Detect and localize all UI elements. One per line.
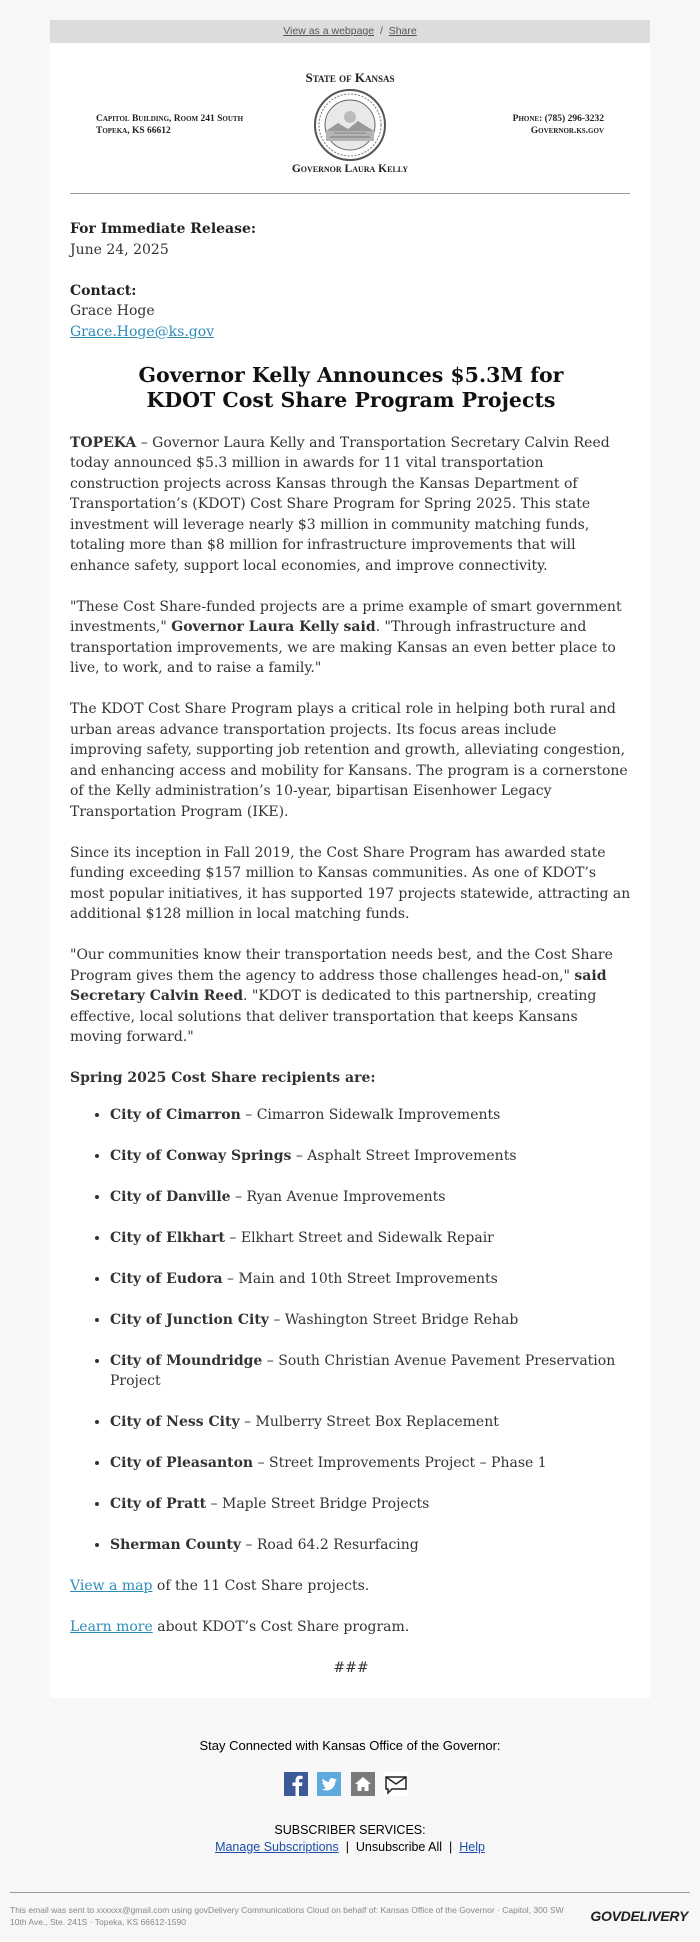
paragraph-1-text: – Governor Laura Kelly and Transportation Secretary Calvin Reed today announced $5.3 million in awards for 11 vital transportation construction projects across Kansas through the Kansas Department of Transportation’s (KDOT) Cost Share Program for Spring 2025. This state investment will leverage nearly $3 million in community matching funds, totaling more than $8 million for infrastructure improvements that will enhance safety, support local economies, and improve connectivity. [70, 434, 610, 574]
recipient-city: City of Elkhart [110, 1229, 225, 1246]
share-link[interactable]: Share [388, 25, 417, 37]
topbar-separator: / [379, 25, 383, 37]
list-item [110, 1228, 632, 1249]
list-item [110, 1453, 632, 1474]
help-link[interactable]: Help [459, 1840, 485, 1854]
list-item [110, 1187, 632, 1208]
twitter-icon[interactable] [317, 1772, 341, 1796]
contact-block [70, 281, 632, 343]
release-block [70, 219, 632, 260]
map-paragraph-text: of the 11 Cost Share projects. [152, 1578, 370, 1594]
governor-name: Governor Laura Kelly [291, 163, 409, 175]
learn-paragraph [70, 1617, 632, 1638]
top-bar [50, 20, 650, 43]
list-item [110, 1351, 632, 1392]
recipient-project: – Elkhart Street and Sidewalk Repair [224, 1229, 494, 1246]
email-icon[interactable] [384, 1772, 408, 1796]
kansas-state-seal-icon [314, 89, 386, 161]
governor-website: Governor.ks.gov [530, 126, 604, 136]
dateline: TOPEKA [70, 434, 137, 451]
recipient-project: – Road 64.2 Resurfacing [240, 1537, 419, 1553]
recipient-city: City of Junction City [110, 1311, 269, 1328]
paragraph-5-attribution: said Secretary Calvin Reed [70, 967, 607, 1004]
recipient-city: City of Pleasanton [110, 1455, 254, 1471]
recipient-project: – Washington Street Bridge Rehab [268, 1311, 519, 1328]
recipient-city: City of Pratt [110, 1496, 207, 1512]
headline-line-2: KDOT Cost Share Program Projects [146, 387, 556, 412]
headline-line-1: Governor Kelly Announces $5.3M for [138, 362, 564, 387]
recipient-project: – Asphalt Street Improvements [291, 1147, 517, 1164]
paragraph-1 [70, 433, 632, 577]
recipient-project: – Ryan Avenue Improvements [230, 1188, 446, 1205]
phone-block [513, 113, 604, 137]
email-card [50, 43, 650, 1698]
recipient-city: City of Cimarron [110, 1106, 241, 1123]
contact-email-link[interactable]: Grace.Hoge@ks.gov [70, 323, 215, 340]
recipient-city: City of Moundridge [110, 1352, 263, 1369]
headline [70, 363, 632, 413]
subscriber-services-label: SUBSCRIBER SERVICES: [274, 1823, 426, 1837]
list-item [110, 1146, 632, 1167]
list-item [110, 1412, 632, 1433]
state-title: State of Kansas [305, 70, 395, 85]
release-label: For Immediate Release: [70, 221, 257, 237]
paragraph-5-text-c: . "KDOT is dedicated to this partnership, creating effective, local solutions that deliver transportation that keeps Kansans moving forward." [70, 988, 597, 1045]
view-map-link[interactable]: View a map [70, 1578, 153, 1594]
paragraph-3: The KDOT Cost Share Program plays a critical role in helping both rural and urban areas advance transportation projects. Its focus areas include improving safety, supporting job retention and growth, alleviating congestion, and enhancing access and mobility for Kansans. The program is a cornerstone of the Kelly administration’s 10-year, bipartisan Eisenhower Legacy Transportation Program (IKE). [70, 701, 628, 820]
end-mark: ### [333, 1660, 369, 1676]
recipients-list [70, 1105, 632, 1556]
link-separator: | [345, 1840, 349, 1854]
map-paragraph [70, 1576, 632, 1597]
press-release-body [70, 219, 632, 1679]
paragraph-4: Since its inception in Fall 2019, the Cost Share Program has awarded state funding exceeding $157 million to Kansas communities. As one of KDOT’s most popular initiatives, it has supported 197 projects statewide, attracting an additional $128 million in local matching funds. [70, 844, 631, 922]
paragraph-2-attribution: Governor Laura Kelly said [171, 619, 376, 635]
govdelivery-logo: GOVDELIVERY [590, 1908, 688, 1924]
phone-number: Phone: (785) 296-3232 [512, 114, 604, 124]
manage-subscriptions-link[interactable]: Manage Subscriptions [215, 1840, 339, 1854]
recipient-city: City of Eudora [110, 1270, 223, 1287]
list-item [110, 1105, 632, 1126]
stay-connected-text: Stay Connected with Kansas Office of the Governor: [199, 1738, 501, 1753]
list-item [110, 1310, 632, 1331]
list-item [110, 1494, 632, 1515]
paragraph-2-text-c: . "Through infrastructure and transportation improvements, we are making Kansas an even better place to live, to work, and to raise a family." [70, 619, 616, 676]
learn-paragraph-text: about KDOT’s Cost Share program. [152, 1619, 410, 1635]
link-separator: | [449, 1840, 453, 1854]
address-block [96, 113, 243, 137]
fine-print: This email was sent to xxxxxx@gmail.com using govDelivery Communications Cloud on behalf of: Kansas Office of the Governor · Capitol, 300 SW 10th Ave., Ste. 241S · Topeka, KS 66612-1590 [10, 1905, 564, 1927]
recipient-city: City of Ness City [110, 1414, 240, 1430]
footer-divider [10, 1892, 690, 1893]
paragraph-5 [70, 945, 632, 1048]
recipient-city: City of Conway Springs [110, 1147, 292, 1164]
paragraph-2 [70, 597, 632, 679]
facebook-icon[interactable] [284, 1772, 308, 1796]
social-icons [284, 1772, 413, 1798]
view-as-webpage-link[interactable]: View as a webpage [283, 25, 375, 37]
recipients-heading: Spring 2025 Cost Share recipients are: [70, 1070, 376, 1086]
paragraph-2-text-a: "These Cost Share-funded projects are a prime example of smart government investments," [70, 598, 622, 635]
address-line-2: Topeka, KS 66612 [96, 126, 171, 136]
unsubscribe-all-text[interactable]: Unsubscribe All [355, 1840, 443, 1854]
subscription-links [0, 1839, 700, 1856]
paragraph-5-text-a: "Our communities know their transportation needs best, and the Cost Share Program gives them the agency to address those challenges head-on," [70, 947, 613, 984]
contact-name: Grace Hoge [70, 303, 155, 319]
header-divider [70, 193, 630, 194]
list-item [110, 1269, 632, 1290]
address-line-1: Capitol Building, Room 241 South [96, 114, 244, 124]
recipient-city: City of Danville [110, 1188, 231, 1205]
contact-label: Contact: [70, 282, 137, 299]
release-date: June 24, 2025 [70, 241, 169, 258]
subscriber-services [0, 1822, 700, 1856]
recipient-project: – Mulberry Street Box Replacement [239, 1414, 499, 1430]
learn-more-link[interactable]: Learn more [70, 1619, 153, 1635]
recipient-project: – South Christian Avenue Pavement Preservation Project [110, 1352, 616, 1389]
list-item [110, 1535, 632, 1556]
recipient-project: – Street Improvements Project – Phase 1 [253, 1455, 547, 1471]
recipient-project: – Maple Street Bridge Projects [206, 1496, 430, 1512]
recipient-project: – Cimarron Sidewalk Improvements [240, 1106, 501, 1123]
recipient-city: Sherman County [110, 1537, 241, 1553]
home-icon[interactable] [351, 1772, 375, 1796]
recipient-project: – Main and 10th Street Improvements [222, 1270, 498, 1287]
